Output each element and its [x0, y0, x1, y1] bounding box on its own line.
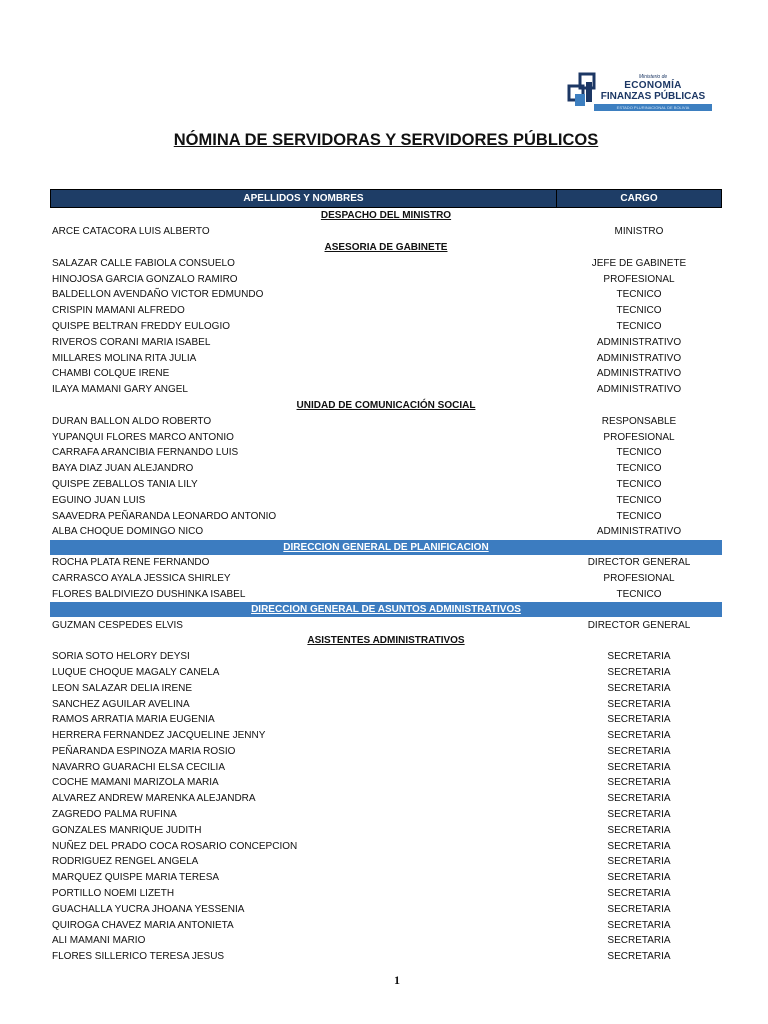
employee-cargo: SECRETARIA	[607, 745, 671, 757]
employee-cargo: SECRETARIA	[607, 682, 671, 694]
employee-cargo: SECRETARIA	[607, 935, 671, 947]
table-row	[50, 571, 722, 587]
employee-name: ROCHA PLATA RENE FERNANDO	[52, 557, 210, 569]
employee-name: CRISPIN MAMANI ALFREDO	[52, 305, 185, 317]
employee-name: RODRIGUEZ RENGEL ANGELA	[52, 856, 199, 868]
employee-cargo: PROFESIONAL	[603, 431, 675, 443]
table-row	[50, 870, 722, 886]
employee-cargo: MINISTRO	[614, 226, 664, 238]
table-row	[50, 822, 722, 838]
employee-cargo: ADMINISTRATIVO	[596, 384, 682, 396]
employee-name: CARRASCO AYALA JESSICA SHIRLEY	[52, 572, 231, 584]
employee-name: PORTILLO NOEMI LIZETH	[52, 888, 175, 900]
table-row	[50, 744, 722, 760]
employee-cargo: TECNICO	[616, 447, 662, 459]
staff-table	[50, 189, 722, 965]
table-row	[50, 901, 722, 917]
logo-finanzas: FINANZAS PÚBLICAS	[600, 91, 706, 102]
table-row	[50, 854, 722, 870]
employee-cargo: SECRETARIA	[607, 809, 671, 821]
section-heading-text: DIRECCION GENERAL DE ASUNTOS ADMINISTRATIVOS	[251, 604, 521, 616]
employee-name: MILLARES MOLINA RITA JULIA	[52, 352, 197, 364]
table-row	[50, 555, 722, 571]
employee-name: ALBA CHOQUE DOMINGO NICO	[52, 526, 204, 538]
employee-name: PEÑARANDA ESPINOZA MARIA ROSIO	[52, 745, 236, 757]
table-row	[50, 807, 722, 823]
employee-cargo: TECNICO	[616, 588, 662, 600]
table-body	[50, 208, 722, 965]
employee-cargo: ADMINISTRATIVO	[596, 336, 682, 348]
logo-text	[592, 74, 714, 111]
table-row	[50, 617, 722, 633]
table-header	[50, 189, 722, 208]
employee-cargo: ADMINISTRATIVO	[596, 368, 682, 380]
table-row	[50, 477, 722, 493]
employee-cargo: JEFE DE GABINETE	[591, 257, 687, 269]
section-heading	[50, 540, 722, 555]
employee-name: GUZMAN CESPEDES ELVIS	[52, 619, 183, 631]
employee-cargo: RESPONSABLE	[601, 415, 677, 427]
employee-name: ALVAREZ ANDREW MARENKA ALEJANDRA	[52, 793, 256, 805]
employee-cargo: SECRETARIA	[607, 903, 671, 915]
table-row	[50, 303, 722, 319]
table-row	[50, 838, 722, 854]
employee-name: SALAZAR CALLE FABIOLA CONSUELO	[52, 257, 235, 269]
employee-name: SORIA SOTO HELORY DEYSI	[52, 651, 190, 663]
employee-name: RIVEROS CORANI MARIA ISABEL	[52, 336, 211, 348]
employee-name: FLORES BALDIVIEZO DUSHINKA ISABEL	[52, 588, 246, 600]
employee-name: COCHE MAMANI MARIZOLA MARIA	[52, 777, 219, 789]
employee-name: BAYA DIAZ JUAN ALEJANDRO	[52, 463, 194, 475]
table-row	[50, 712, 722, 728]
table-row	[50, 665, 722, 681]
table-row	[50, 791, 722, 807]
page-number: 1	[394, 973, 400, 987]
table-row	[50, 949, 722, 965]
employee-cargo: SECRETARIA	[607, 761, 671, 773]
employee-name: SAAVEDRA PEÑARANDA LEONARDO ANTONIO	[52, 510, 277, 522]
employee-name: ARCE CATACORA LUIS ALBERTO	[52, 226, 210, 238]
table-row	[50, 429, 722, 445]
employee-name: HERRERA FERNANDEZ JACQUELINE JENNY	[52, 730, 266, 742]
table-row	[50, 461, 722, 477]
employee-name: ZAGREDO PALMA RUFINA	[52, 809, 177, 821]
employee-cargo: ADMINISTRATIVO	[596, 352, 682, 364]
table-row	[50, 445, 722, 461]
employee-name: YUPANQUI FLORES MARCO ANTONIO	[52, 431, 234, 443]
table-row	[50, 366, 722, 382]
employee-cargo: TECNICO	[616, 305, 662, 317]
employee-name: NAVARRO GUARACHI ELSA CECILIA	[52, 761, 226, 773]
employee-cargo: PROFESIONAL	[603, 273, 675, 285]
employee-cargo: SECRETARIA	[607, 666, 671, 678]
table-row	[50, 271, 722, 287]
section-heading	[50, 240, 722, 256]
table-row	[50, 696, 722, 712]
section-heading-text: ASISTENTES ADMINISTRATIVOS	[307, 635, 465, 647]
table-row	[50, 224, 722, 240]
employee-name: EGUINO JUAN LUIS	[52, 494, 146, 506]
employee-name: GUACHALLA YUCRA JHOANA YESSENIA	[52, 903, 245, 915]
employee-cargo: SECRETARIA	[607, 777, 671, 789]
logo-small-text: Ministerio de	[638, 74, 668, 80]
employee-name: LUQUE CHOQUE MAGALY CANELA	[52, 666, 220, 678]
table-row	[50, 382, 722, 398]
section-heading	[50, 208, 722, 224]
table-row	[50, 586, 722, 602]
employee-name: QUIROGA CHAVEZ MARIA ANTONIETA	[52, 919, 234, 931]
employee-name: ILAYA MAMANI GARY ANGEL	[52, 384, 188, 396]
table-row	[50, 886, 722, 902]
employee-cargo: PROFESIONAL	[603, 572, 675, 584]
column-header-name: APELLIDOS Y NOMBRES	[50, 189, 556, 208]
section-heading-text: DIRECCION GENERAL DE PLANIFICACION	[283, 541, 489, 553]
table-row	[50, 492, 722, 508]
table-row	[50, 287, 722, 303]
employee-name: QUISPE ZEBALLOS TANIA LILY	[52, 478, 198, 490]
employee-cargo: ADMINISTRATIVO	[596, 526, 682, 538]
table-row	[50, 334, 722, 350]
employee-name: NUÑEZ DEL PRADO COCA ROSARIO CONCEPCION	[52, 840, 298, 852]
employee-name: FLORES SILLERICO TERESA JESUS	[52, 951, 225, 963]
employee-name: DURAN BALLON ALDO ROBERTO	[52, 415, 212, 427]
table-row	[50, 255, 722, 271]
employee-cargo: SECRETARIA	[607, 919, 671, 931]
employee-cargo: DIRECTOR GENERAL	[587, 557, 691, 569]
employee-cargo: TECNICO	[616, 478, 662, 490]
employee-cargo: DIRECTOR GENERAL	[587, 619, 691, 631]
employee-cargo: SECRETARIA	[607, 793, 671, 805]
employee-name: MARQUEZ QUISPE MARIA TERESA	[52, 872, 220, 884]
section-heading	[50, 633, 722, 649]
employee-name: QUISPE BELTRAN FREDDY EULOGIO	[52, 320, 231, 332]
table-row	[50, 413, 722, 429]
table-row	[50, 933, 722, 949]
table-row	[50, 319, 722, 335]
logo-band: ESTADO PLURINACIONAL DE BOLIVIA	[594, 104, 712, 111]
document-title: NÓMINA DE SERVIDORAS Y SERVIDORES PÚBLICOS	[173, 131, 599, 149]
employee-name: HINOJOSA GARCIA GONZALO RAMIRO	[52, 273, 238, 285]
employee-name: GONZALES MANRIQUE JUDITH	[52, 824, 202, 836]
employee-name: LEON SALAZAR DELIA IRENE	[52, 682, 193, 694]
employee-cargo: SECRETARIA	[607, 951, 671, 963]
column-header-cargo: CARGO	[556, 189, 722, 208]
employee-cargo: SECRETARIA	[607, 872, 671, 884]
section-heading	[50, 398, 722, 414]
ministry-logo	[566, 72, 714, 112]
section-heading	[50, 602, 722, 617]
section-heading-text: ASESORIA DE GABINETE	[324, 241, 448, 253]
table-row	[50, 917, 722, 933]
employee-cargo: TECNICO	[616, 494, 662, 506]
employee-cargo: SECRETARIA	[607, 824, 671, 836]
table-row	[50, 524, 722, 540]
section-heading-text: DESPACHO DEL MINISTRO	[320, 210, 452, 222]
table-row	[50, 759, 722, 775]
employee-cargo: SECRETARIA	[607, 698, 671, 710]
table-row	[50, 775, 722, 791]
employee-cargo: SECRETARIA	[607, 730, 671, 742]
employee-cargo: SECRETARIA	[607, 651, 671, 663]
table-row	[50, 649, 722, 665]
employee-name: CARRAFA ARANCIBIA FERNANDO LUIS	[52, 447, 239, 459]
employee-cargo: TECNICO	[616, 320, 662, 332]
logo-economia: ECONOMÍA	[624, 80, 682, 91]
employee-name: BALDELLON AVENDAÑO VICTOR EDMUNDO	[52, 289, 264, 301]
employee-cargo: SECRETARIA	[607, 856, 671, 868]
employee-name: SANCHEZ AGUILAR AVELINA	[52, 698, 190, 710]
section-heading-text: UNIDAD DE COMUNICACIÓN SOCIAL	[296, 399, 476, 411]
table-row	[50, 680, 722, 696]
table-row	[50, 350, 722, 366]
table-row	[50, 728, 722, 744]
employee-name: CHAMBI COLQUE IRENE	[52, 368, 170, 380]
employee-cargo: SECRETARIA	[607, 888, 671, 900]
employee-name: ALI MAMANI MARIO	[52, 935, 146, 947]
employee-cargo: TECNICO	[616, 510, 662, 522]
employee-cargo: TECNICO	[616, 289, 662, 301]
table-row	[50, 508, 722, 524]
employee-cargo: SECRETARIA	[607, 840, 671, 852]
employee-cargo: TECNICO	[616, 463, 662, 475]
employee-cargo: SECRETARIA	[607, 714, 671, 726]
employee-name: RAMOS ARRATIA MARIA EUGENIA	[52, 714, 215, 726]
